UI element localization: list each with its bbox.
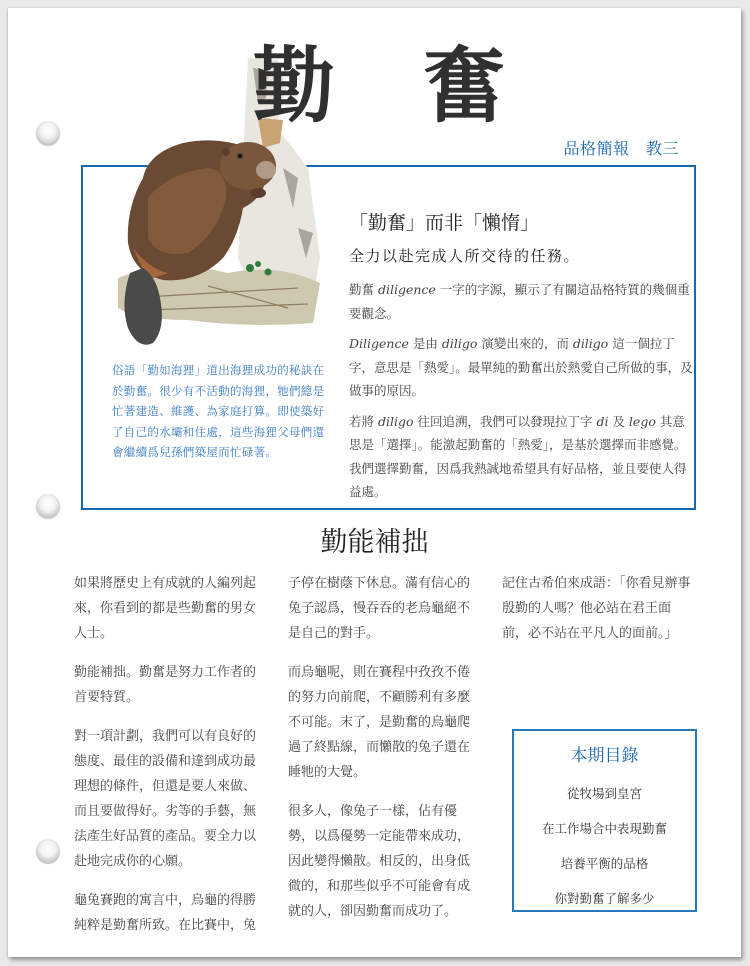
article-paragraph: 子停在樹蔭下休息。滿有信心的兔子認爲，慢吞吞的老烏龜絕不是自己的對手。 — [288, 576, 471, 641]
feature-subheading: 全力以赴完成人所交待的任務。 — [349, 247, 581, 265]
article-paragraph: 而烏龜呢，則在賽程中孜孜不倦的努力向前爬，不顧勝利有多麼不可能。末了，是勤奮的烏龜爬過了終點線，而懶散的兔子還在睡牠的大覺。 — [288, 665, 471, 780]
article-paragraph: 如果將歷史上有成就的人編列起來，你看到的都是些勤奮的男女人士。 — [74, 576, 257, 641]
feature-heading: 「勤奮」而非「懶惰」 — [349, 212, 540, 234]
feature-paragraph: 若將 diligo 往回追溯，我們可以發現拉丁字 di 及 lego 其意思是「選擇」。能激起勤奮的「熱愛」，是基於選擇而非感覺。我們選擇勤奮，因爲我熱誠地希望具有好品格，並且要使人得益處。 — [349, 413, 687, 499]
toc-item[interactable]: 在工作場合中表現勤奮 — [541, 821, 667, 836]
feature-paragraph: Diligence 是由 diligo 演變出來的，而 diligo 這一個拉丁字，意思是「熱愛」。最單純的勤奮出於熱愛自己所做的事，及做事的原因。 — [349, 336, 693, 398]
article-column-2 — [288, 571, 478, 938]
newsletter-page — [8, 8, 741, 957]
feature-paragraph: 勤奮 diligence 一字的字源，顯示了有關這品格特質的幾個重要觀念。 — [349, 282, 690, 321]
article-column-3 — [502, 571, 692, 660]
article-column-1 — [74, 571, 264, 952]
toc-item[interactable]: 培養平衡的品格 — [560, 856, 649, 871]
article-title: 勤能補拙 — [320, 527, 429, 558]
article-paragraph: 龜兔賽跑的寓言中，烏龜的得勝純粹是勤奮所致。在比賽中，兔 — [74, 893, 257, 933]
toc-item[interactable]: 從牧場到皇宮 — [566, 786, 642, 801]
feature-text — [349, 208, 694, 511]
title-char-1: 勤 — [253, 39, 336, 134]
toc-title: 本期目錄 — [570, 746, 639, 766]
article-paragraph: 記住古希伯來成語：「你看見辦事殷勤的人嗎？他必站在君王面前，必不站在平凡人的面前。」 — [502, 576, 691, 641]
binder-hole-bottom — [36, 839, 60, 863]
article-paragraph: 對一項計劃，我們可以有良好的態度、最佳的設備和達到成功最理想的條件，但還是要人來做、而且要做得好。劣等的手藝，無法產生好品質的產品。要全力以赴地完成你的心願。 — [74, 729, 257, 869]
article-paragraph: 勤能補拙。勤奮是努力工作者的首要特質。 — [74, 665, 257, 705]
toc-item[interactable]: 你對勤奮了解多少 — [554, 891, 655, 906]
binder-hole-top — [36, 121, 60, 145]
title-char-2: 奮 — [423, 39, 506, 134]
beaver-caption: 俗語「勤如海狸」道出海狸成功的秘訣在於勤奮。很少有不活動的海狸，牠們總是忙著建造、維護、為家庭打算。即使築好了自己的水壩和住處，這些海狸父母們還會繼續爲兒孫們築屋而忙碌著。 — [112, 363, 325, 459]
article-paragraph: 很多人，像兔子一樣，佔有優勢，以爲優勢一定能帶來成功，因此變得懶散。相反的，出身低微的，和那些似乎不可能會有成就的人，卻因勤奮而成功了。 — [288, 804, 471, 919]
table-of-contents — [512, 729, 697, 912]
newsletter-subtitle: 品格簡報 教三 — [563, 139, 679, 158]
binder-hole-middle — [36, 494, 60, 518]
